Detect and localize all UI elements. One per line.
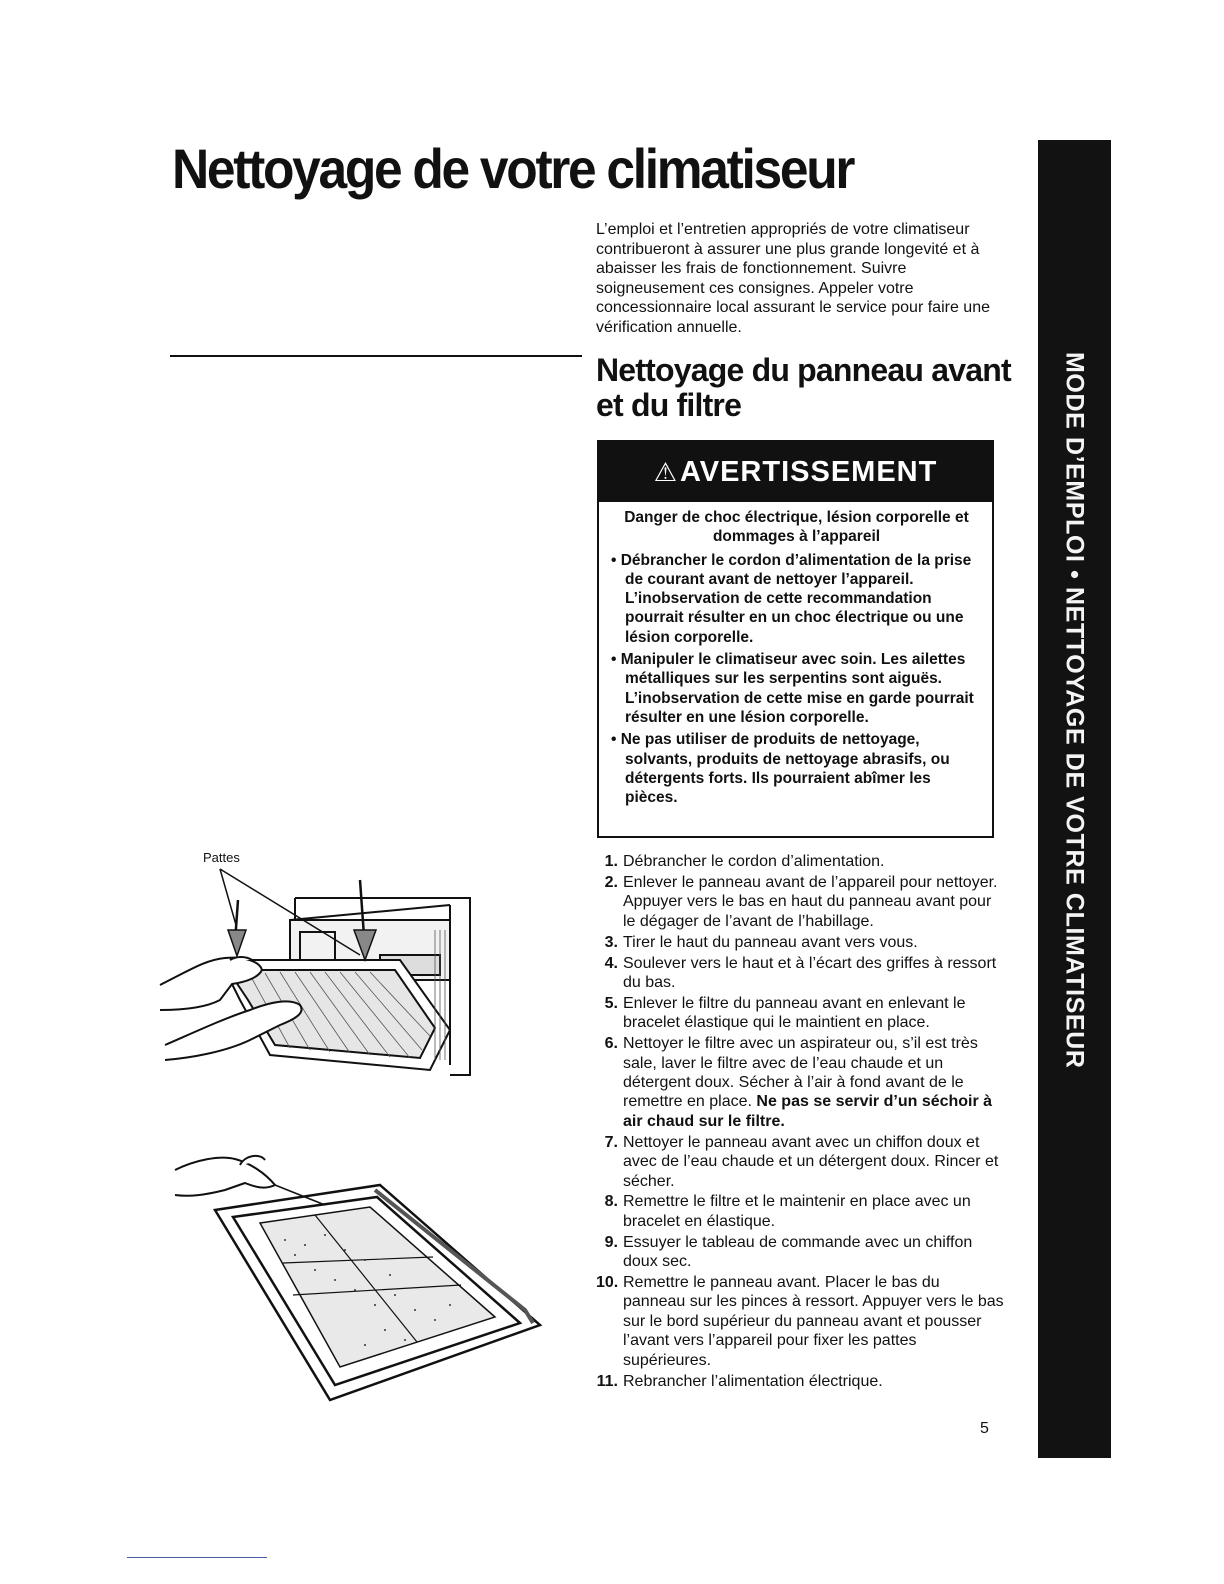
filter-removal-illustration [165, 1145, 565, 1410]
step-text: Nettoyer le filtre avec un aspirateur ou, s’il est très sale, laver le filtre avec de l’eau chaude et un détergent doux. Sécher à l’air à fond avant de le remettre en place. [623, 1035, 978, 1111]
step-text: Enlever le panneau avant de l’appareil pour nettoyer. Appuyer vers le bas en haut du panneau avant pour le dégager de l’avant de l’habillage. [623, 873, 998, 930]
caption-leader-lines [210, 865, 370, 965]
warning-item: • Manipuler le climatiseur avec soin. Les ailettes métalliques sur les serpentins sont aiguës. L’inobservation de cette mise en garde pourrait résulter en une lésion corporelle. [611, 651, 974, 726]
step-item [596, 1034, 1006, 1131]
step-number: 7. [604, 1133, 618, 1151]
warning-box [597, 440, 994, 838]
footer-underline [127, 1557, 267, 1558]
warning-item: • Ne pas utiliser de produits de nettoyage, solvants, produits de nettoyage abrasifs, ou détergents forts. Ils pourraient abîmer les pièces. [611, 731, 950, 807]
step-item [596, 954, 1006, 993]
intro-paragraph: L’emploi et l’entretien appropriés de votre climatiseur contribueront à assurer une plus grande longevité et à abaisser les frais de fonctionnement. Suivre soigneusement ces consignes. Appeler votre concessionnaire local assurant le service pour faire une vérification annuelle. [596, 221, 990, 336]
side-tab-label: MODE D’EMPLOI • NETTOYAGE DE VOTRE CLIMATISEUR [1060, 352, 1089, 1069]
step-item [596, 933, 1006, 952]
warning-header [599, 442, 992, 502]
warning-item: • Débrancher le cordon d’alimentation de la prise de courant avant de nettoyer l’appareil. L’inobservation de cette recommandation pourrait résulter en un choc électrique ou une lésion corporelle. [611, 551, 972, 646]
page-title: Nettoyage de votre climatiseur [172, 137, 854, 200]
step-item [596, 852, 1006, 871]
step-item [596, 1192, 1006, 1231]
step-text: Nettoyer le panneau avant avec un chiffon doux et avec de l’eau chaude et un détergent doux. Rincer et sécher. [623, 1133, 999, 1190]
step-item [596, 873, 1006, 931]
step-item [596, 1273, 1006, 1370]
step-text: Enlever le filtre du panneau avant en enlevant le bracelet élastique qui le maintient en place. [623, 994, 966, 1032]
side-tab [1038, 140, 1111, 1458]
step-item [596, 994, 1006, 1033]
step-text: Remettre le panneau avant. Placer le bas du panneau sur les pinces à ressort. Appuyer vers le bas sur le bord supérieur du panneau avant et pousser l’avant vers l’appareil pour fixer les pattes supérieures. [623, 1274, 1004, 1369]
warning-triangle-icon: ⚠ [653, 456, 678, 487]
step-number: 6. [604, 1035, 618, 1053]
step-number: 1. [604, 853, 618, 870]
step-item [596, 1133, 1006, 1191]
step-text: Remettre le filtre et le maintenir en place avec un bracelet en élastique. [623, 1193, 971, 1230]
step-number: 3. [604, 933, 618, 951]
step-number: 11. [596, 1372, 618, 1390]
step-text: Débrancher le cordon d’alimentation. [623, 853, 885, 870]
warning-heading: Danger de choc électrique, lésion corporelle et dommages à l’appareil [624, 509, 969, 546]
step-number: 4. [604, 954, 618, 972]
step-bold-warning: Ne pas se servir d’un séchoir à air chaud sur le filtre. [623, 1093, 993, 1130]
divider-line [170, 355, 582, 357]
step-number: 9. [604, 1233, 618, 1251]
step-text: Essuyer le tableau de commande avec un chiffon doux sec. [623, 1233, 973, 1271]
warning-body [599, 502, 992, 814]
step-number: 8. [604, 1193, 618, 1211]
step-number: 5. [604, 994, 618, 1012]
step-number: 10. [596, 1274, 619, 1292]
step-number: 2. [604, 873, 618, 891]
step-text: Rebrancher l’alimentation électrique. [623, 1372, 883, 1390]
cleaning-steps-list [596, 852, 1006, 1392]
step-item [596, 1372, 1006, 1391]
illustration-caption: Pattes [203, 850, 240, 865]
step-text: Tirer le haut du panneau avant vers vous. [623, 933, 918, 951]
step-text: Soulever vers le haut et à l’écart des griffes à ressort du bas. [623, 954, 997, 991]
page-number: 5 [980, 1420, 989, 1437]
step-item [596, 1233, 1006, 1272]
warning-label: AVERTISSEMENT [679, 455, 938, 488]
section-title: Nettoyage du panneau avant et du filtre [596, 352, 1011, 423]
